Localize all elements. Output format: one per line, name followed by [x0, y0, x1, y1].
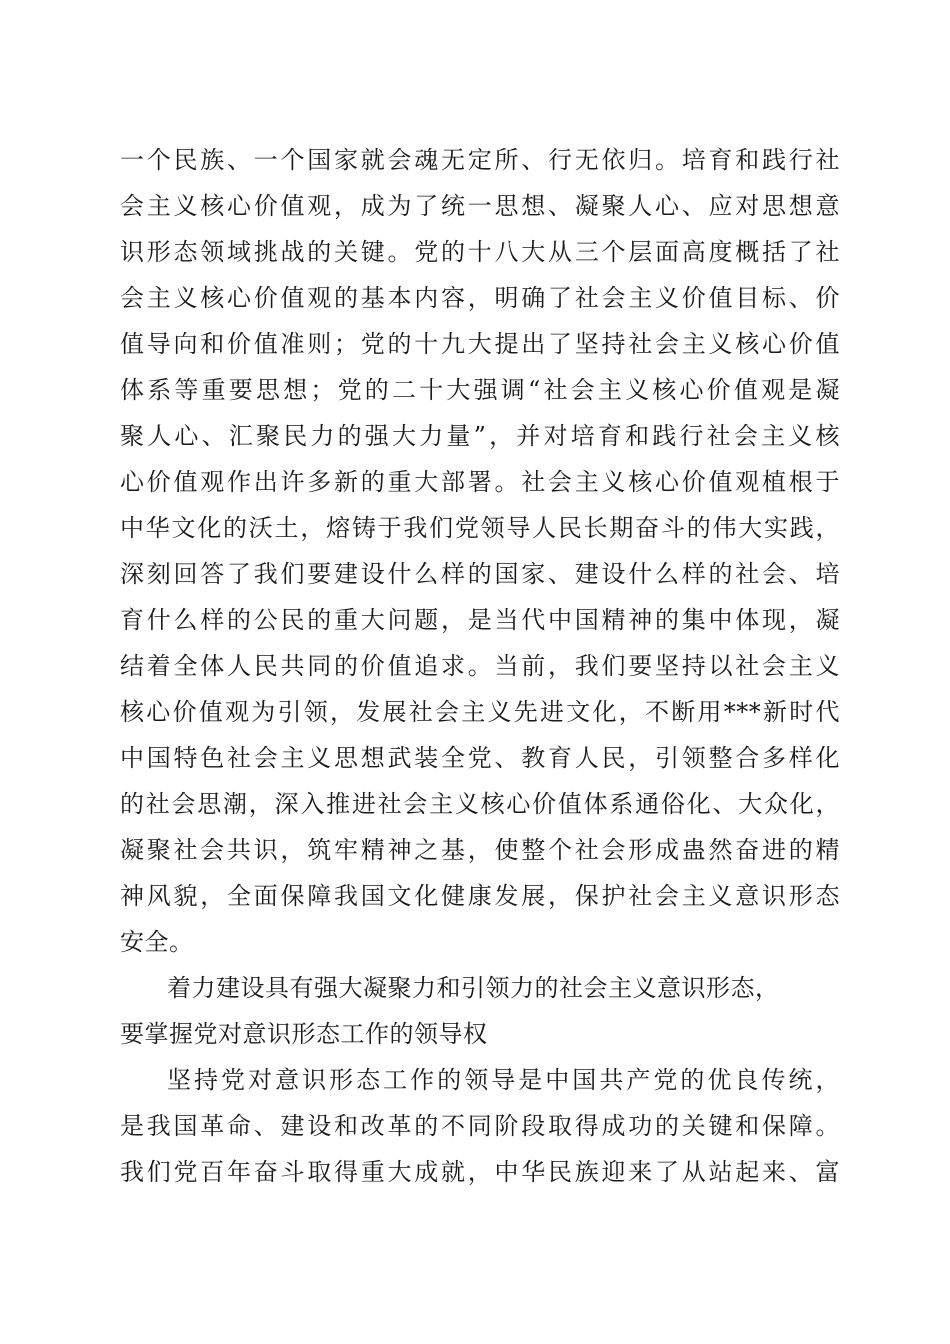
- text-line: 值导向和价值准则；党的十九大提出了坚持社会主义核心价值: [120, 330, 840, 358]
- text-line: 的社会思潮，深入推进社会主义核心价值体系通俗化、大众化，: [120, 790, 840, 818]
- text-line: 安全。: [120, 928, 194, 956]
- text-line: 一个民族、一个国家就会魂无定所、行无依归。培育和践行社: [120, 146, 840, 174]
- text-line: 中国特色社会主义思想武装全党、教育人民，引领整合多样化: [120, 744, 840, 772]
- text-line: 育什么样的公民的重大问题，是当代中国精神的集中体现，凝: [120, 606, 840, 634]
- text-line: 我们党百年奋斗取得重大成就，中华民族迎来了从站起来、富: [120, 1158, 840, 1186]
- section-heading: 要掌握党对意识形态工作的领导权: [120, 1020, 488, 1048]
- text-line: 深刻回答了我们要建设什么样的国家、建设什么样的社会、培: [120, 560, 840, 588]
- text-line: 心价值观作出许多新的重大部署。社会主义核心价值观植根于: [120, 468, 840, 496]
- text-line: 体系等重要思想；党的二十大强调“社会主义核心价值观是凝: [120, 376, 840, 404]
- text-line: 是我国革命、建设和改革的不同阶段取得成功的关键和保障。: [120, 1112, 840, 1140]
- section-heading: 着力建设具有强大凝聚力和引领力的社会主义意识形态，: [167, 974, 780, 1002]
- text-line: 神风貌，全面保障我国文化健康发展，保护社会主义意识形态: [120, 882, 840, 910]
- text-line: 坚持党对意识形态工作的领导是中国共产党的优良传统，: [167, 1066, 840, 1094]
- text-line: 会主义核心价值观的基本内容，明确了社会主义价值目标、价: [120, 284, 840, 312]
- text-line: 会主义核心价值观，成为了统一思想、凝聚人心、应对思想意: [120, 192, 840, 220]
- text-line: 中华文化的沃土，熔铸于我们党领导人民长期奋斗的伟大实践，: [120, 514, 840, 542]
- text-line: 凝聚社会共识，筑牢精神之基，使整个社会形成蛊然奋进的精: [120, 836, 840, 864]
- text-line: 结着全体人民共同的价值追求。当前，我们要坚持以社会主义: [120, 652, 840, 680]
- text-line: 识形态领域挑战的关键。党的十八大从三个层面高度概括了社: [120, 238, 840, 266]
- text-line: 聚人心、汇聚民力的强大力量”，并对培育和践行社会主义核: [120, 422, 840, 450]
- text-line: 核心价值观为引领，发展社会主义先进文化，不断用***新时代: [120, 698, 840, 726]
